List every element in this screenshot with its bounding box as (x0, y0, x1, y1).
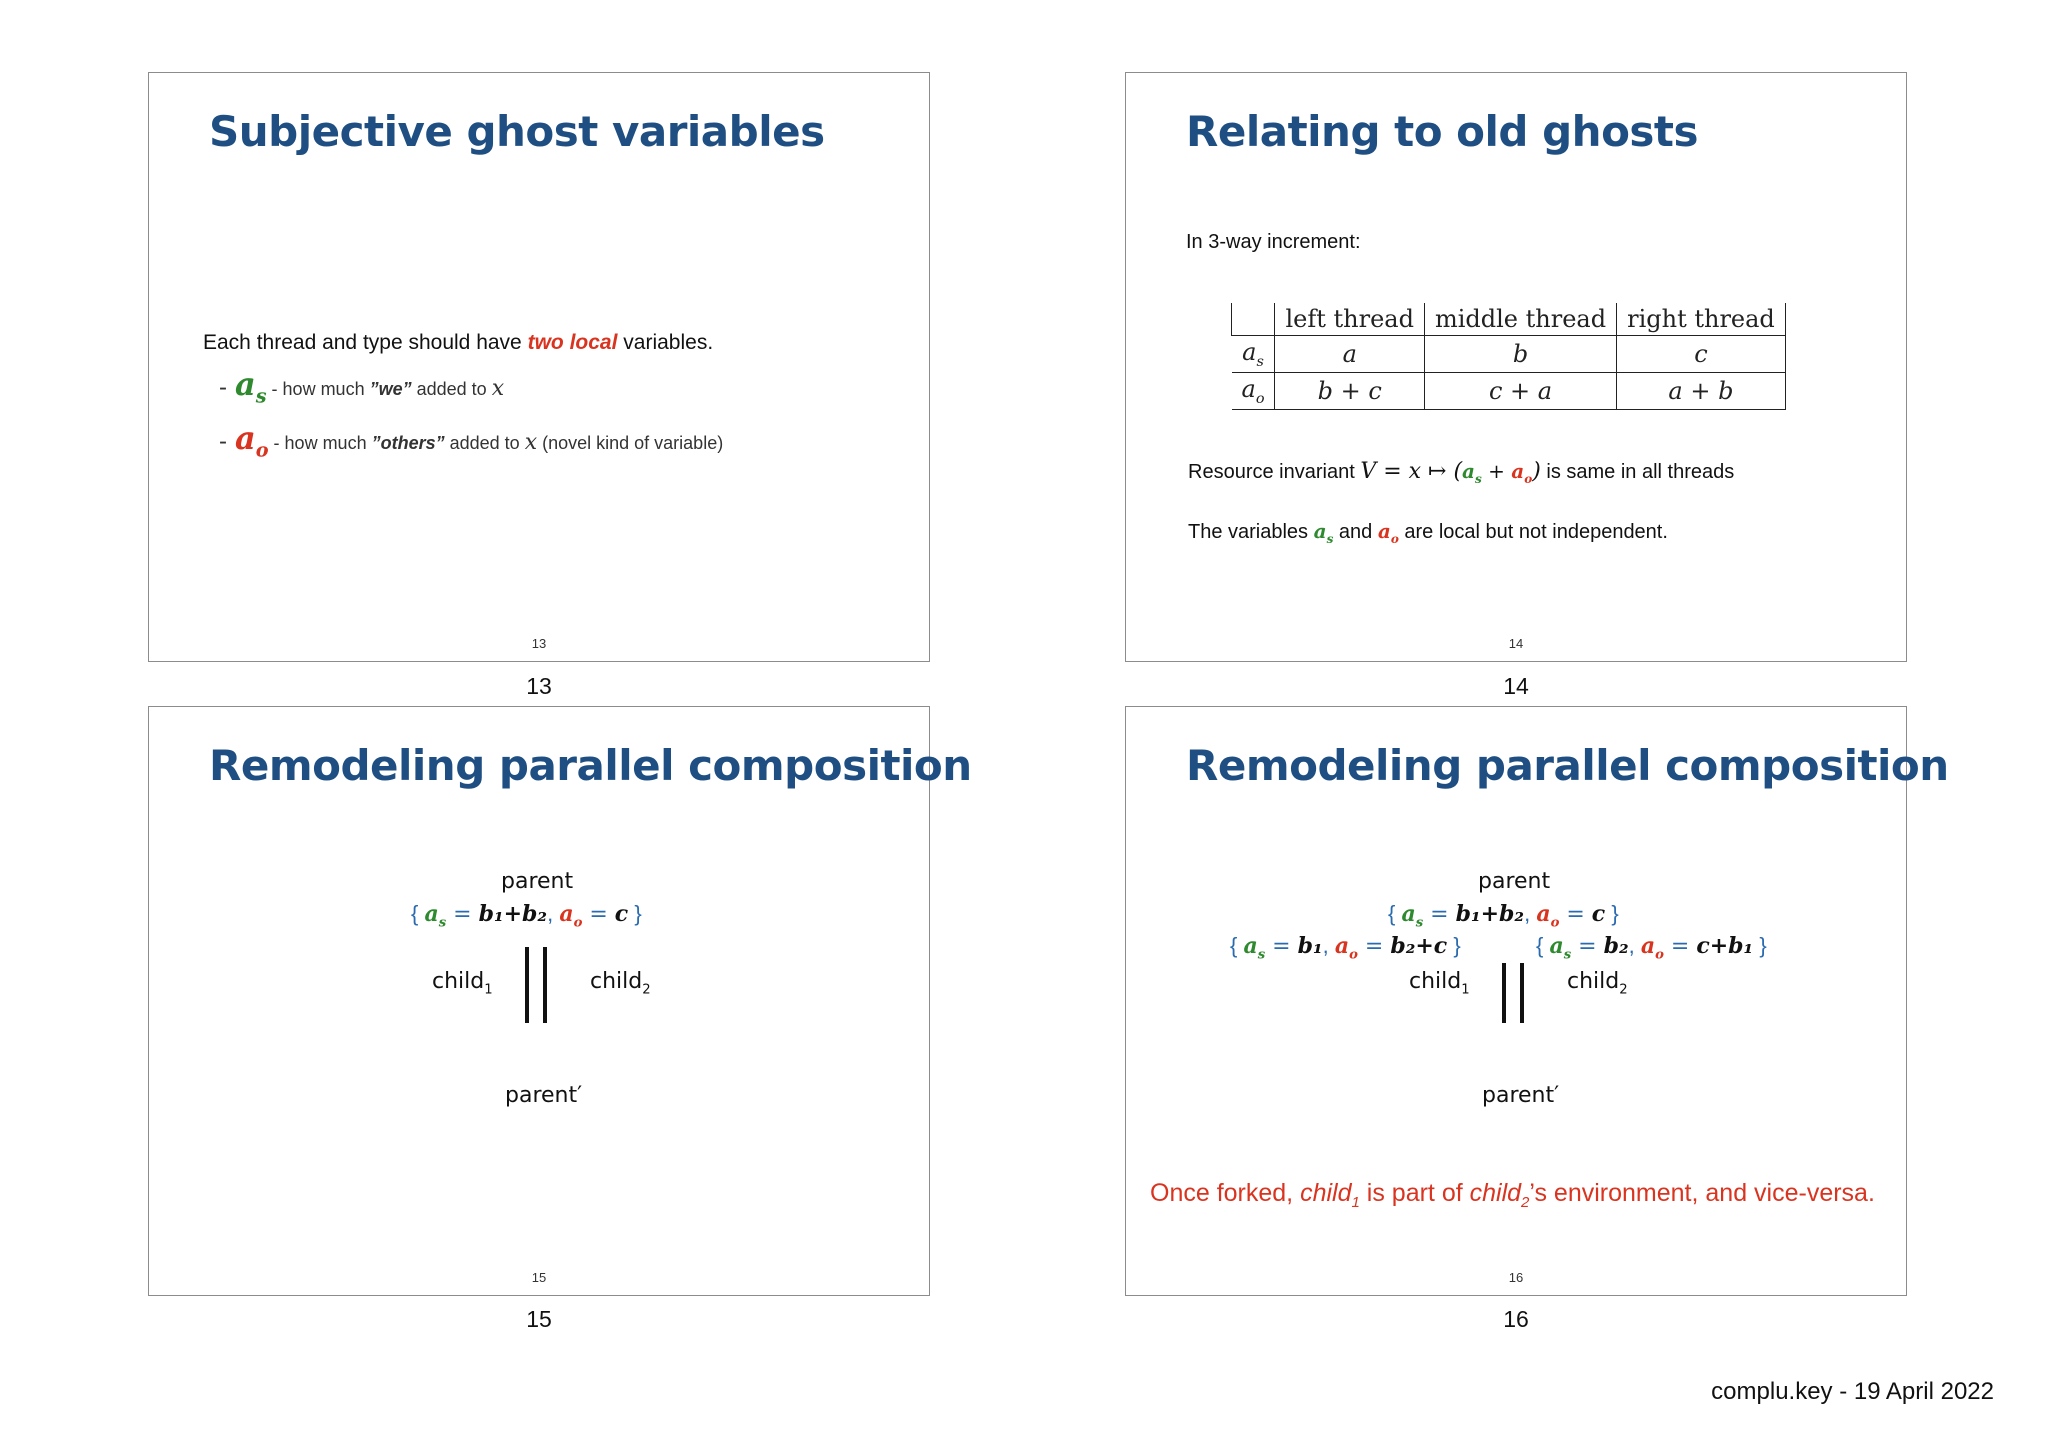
slide-title: Remodeling parallel composition (1186, 741, 1949, 790)
bullet-emphasis: ”others” (371, 433, 445, 453)
slide-label-16: 16 (1503, 1306, 1529, 1332)
table-cell: b + c (1275, 372, 1424, 409)
table-cell: c (1617, 336, 1786, 373)
fork-note: Once forked, child$_1$ is part of child$_2$’s environment, and vice-versa. (1150, 1179, 1875, 1211)
slide-inner-number: 14 (1508, 636, 1524, 651)
child1-label: child$_1$ (432, 969, 493, 998)
parent-prime-label: parent′ (505, 1083, 583, 1108)
table-cell: a + b (1617, 372, 1786, 409)
bullet-text: - how much (268, 433, 372, 453)
table-header-row (1232, 303, 1786, 336)
slide-inner-number: 13 (531, 636, 547, 651)
parallel-bar-left (1502, 963, 1506, 1023)
row-label: $a_s$ (1232, 336, 1275, 373)
slide-14 (1125, 72, 1907, 662)
invariant-text: Resource invariant V = x ↦ $(a_s + a_o)$ is same in all threads (1188, 459, 1735, 486)
table-cell: b (1424, 336, 1616, 373)
parent-label: parent (501, 869, 574, 894)
parallel-bar-left (525, 947, 529, 1023)
child1-assertion: { $a_s = b_1$, $a_o = b_2+c$ } (1230, 933, 1461, 963)
var-x: x (524, 430, 538, 455)
intro-pre: Each thread and type should have (203, 331, 528, 354)
parent-assertion: { $a_s = b_1+b_2$, $a_o = c$ } (411, 901, 642, 931)
independence-text: The variables $a_s$ and $a_o$ are local but not independent. (1188, 519, 1668, 546)
slide-label-14: 14 (1503, 673, 1529, 699)
slide-inner-number: 15 (531, 1270, 547, 1285)
table-cell: a (1275, 336, 1424, 373)
ghost-table (1231, 303, 1786, 410)
parent-assertion: { $a_s = b_1+b_2$, $a_o = c$ } (1388, 901, 1619, 931)
child1-label: child$_1$ (1409, 969, 1470, 998)
table-row (1232, 336, 1786, 373)
bullet-text: - how much (266, 379, 370, 399)
parent-prime-label: parent′ (1482, 1083, 1560, 1108)
intro-emphasis: two local (527, 331, 618, 354)
intro-text: In 3-way increment: (1186, 231, 1361, 253)
slide-15 (148, 706, 972, 1296)
header-cell: left thread (1275, 303, 1424, 336)
parent-label: parent (1478, 869, 1551, 894)
var-ao: $a_o$ (235, 419, 269, 462)
child2-assertion: { $a_s = b_2$, $a_o = c+b_1$ } (1536, 933, 1767, 963)
slide-16 (1125, 706, 1949, 1296)
var-x: x (491, 376, 505, 401)
slide-inner-number: 16 (1508, 1270, 1524, 1285)
child2-label: child$_2$ (1567, 969, 1628, 998)
parallel-bar-right (543, 947, 547, 1023)
table-row (1232, 372, 1786, 409)
slide-title: Subjective ghost variables (209, 107, 825, 156)
child2-label: child$_2$ (590, 969, 651, 998)
slide-title: Remodeling parallel composition (209, 741, 972, 790)
header-cell: middle thread (1424, 303, 1616, 336)
intro-text (203, 331, 713, 355)
parallel-bar-right (1520, 963, 1524, 1023)
slide-title: Relating to old ghosts (1186, 107, 1699, 156)
bullet-emphasis: ”we” (369, 379, 412, 399)
table-cell: c + a (1424, 372, 1616, 409)
bullet-ao: - $a_o$ - how much ”others” added to x (novel kind of variable) (219, 419, 724, 462)
var-as: $a_s$ (235, 365, 267, 408)
document-footer: complu.key - 19 April 2022 (1711, 1378, 1994, 1405)
row-label: $a_o$ (1232, 372, 1275, 409)
slide-label-13: 13 (526, 673, 552, 699)
header-cell: right thread (1617, 303, 1786, 336)
intro-post: variables. (617, 331, 714, 354)
slide-label-15: 15 (526, 1306, 552, 1332)
bullet-as: - $a_s$ - how much ”we” added to x (219, 365, 505, 408)
slide-13 (148, 72, 930, 662)
